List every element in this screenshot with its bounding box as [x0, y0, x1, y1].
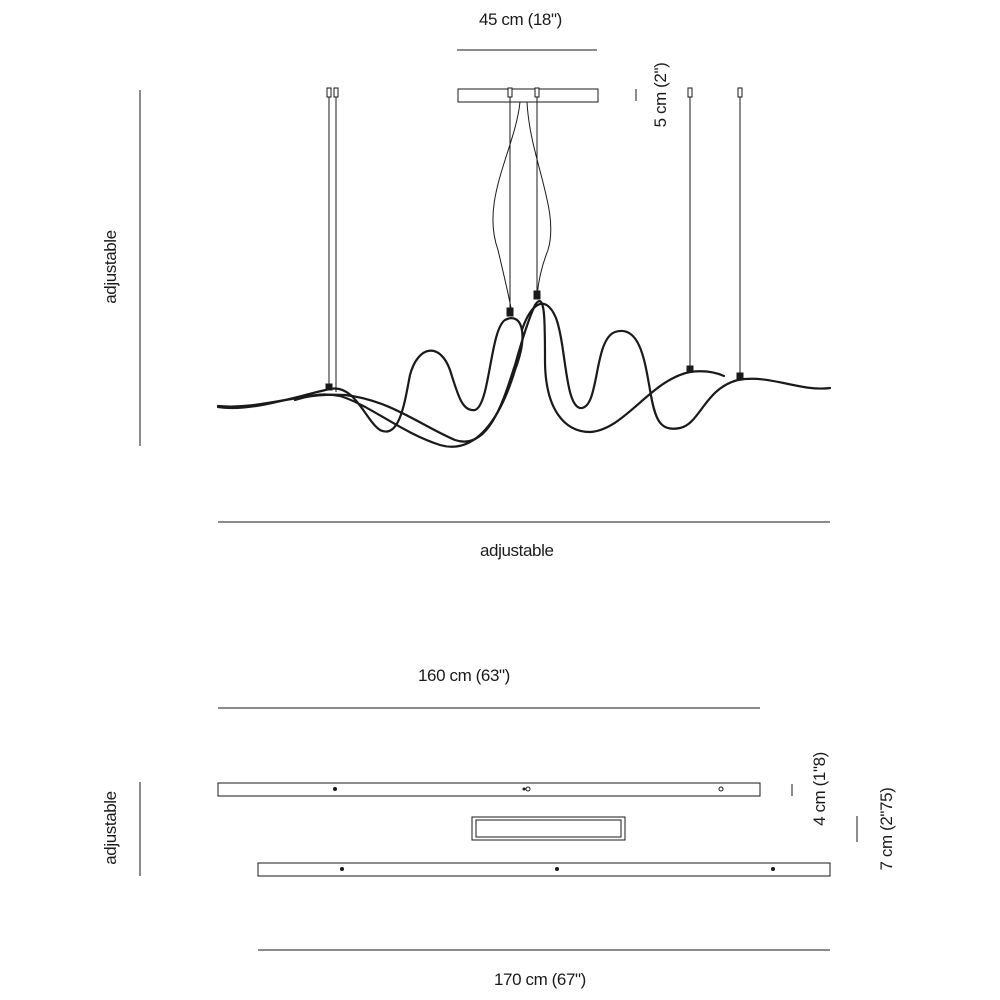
light-strand-a — [218, 318, 522, 447]
lower-bar-holes — [340, 867, 775, 871]
canopy-width-label: 45 cm (18") — [479, 10, 562, 29]
span-label: adjustable — [480, 541, 554, 560]
light-strand-b — [522, 304, 830, 429]
cable-grippers — [327, 88, 742, 97]
overall-height-label: 7 cm (2"75) — [877, 787, 896, 871]
upper-bar — [218, 783, 760, 796]
power-cords — [493, 102, 551, 314]
upper-bar-length-label: 160 cm (63") — [418, 666, 510, 685]
suspension-cables — [329, 90, 740, 392]
ceiling-canopy — [458, 89, 598, 102]
upper-bar-height-label: 4 cm (1"8) — [810, 752, 829, 826]
light-strand-c — [218, 301, 724, 442]
top-drop-label: adjustable — [101, 230, 120, 304]
canopy-plan-inner — [476, 820, 621, 837]
upper-bar-holes — [333, 787, 723, 791]
lower-bar-length-label: 170 cm (67") — [494, 970, 586, 989]
canopy-height-label: 5 cm (2") — [651, 62, 670, 128]
bottom-drop-label: adjustable — [101, 791, 120, 865]
